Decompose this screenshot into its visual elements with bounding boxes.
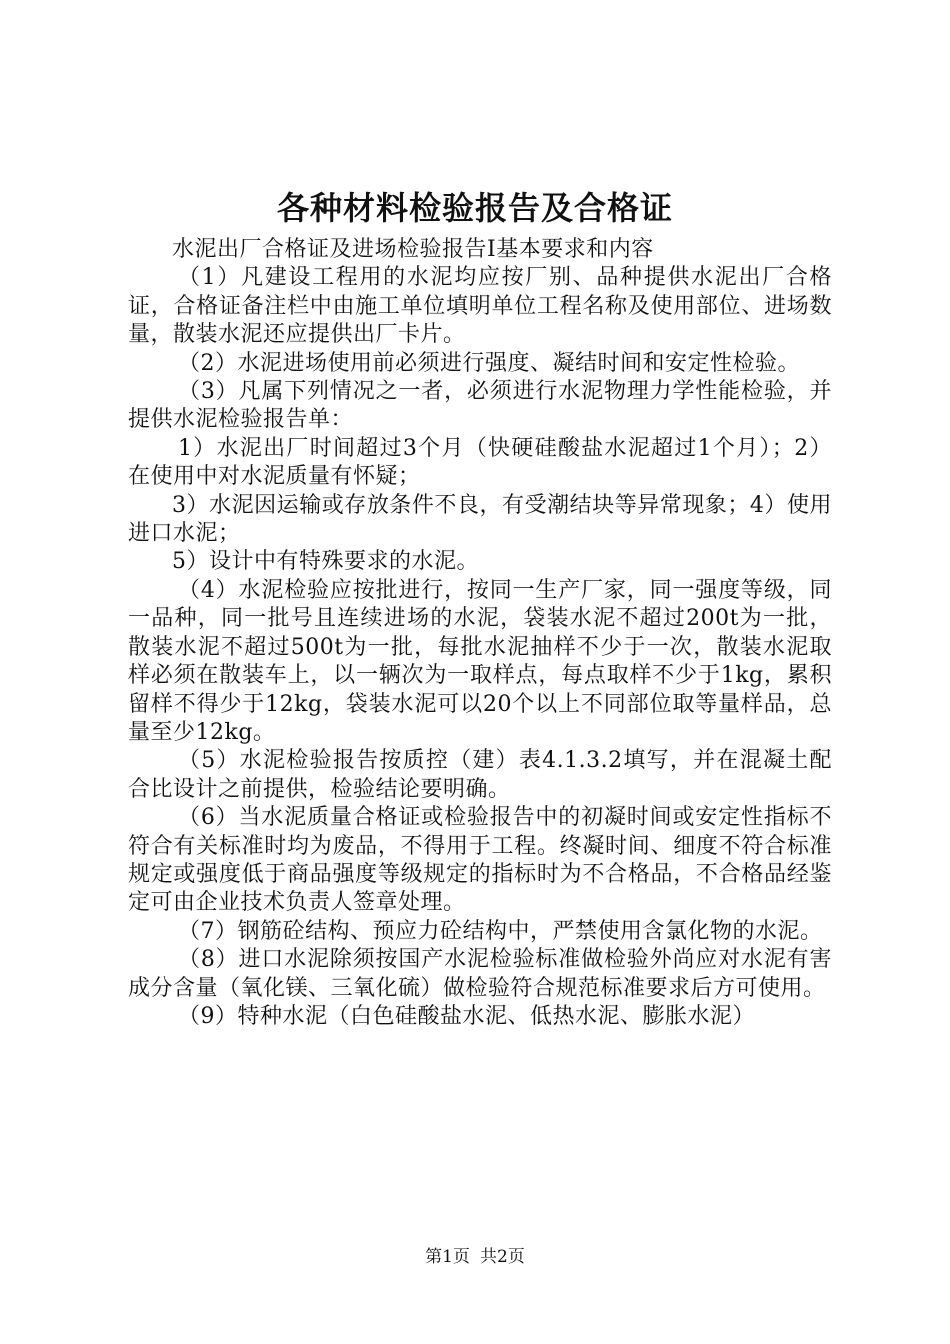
document-body (128, 236, 832, 1031)
page-title: 各种材料检验报告及合格证 (276, 189, 673, 227)
paragraph-item-5: （5）水泥检验报告按质控（建）表4.1.3.2填写，并在混凝土配合比设计之前提供，检验结论要明确。 (128, 748, 832, 802)
paragraph-subitem-1-2: 1）水泥出厂时间超过3个月（快硬硅酸盐水泥超过1个月）；2）在使用中对水泥质量有怀疑； (128, 435, 832, 490)
section-subtitle: 水泥出厂合格证及进场检验报告Ⅰ基本要求和内容 (172, 237, 654, 262)
paragraph-item-1: （1）凡建设工程用的水泥均应按厂别、品种提供水泥出厂合格证，合格证备注栏中由施工单位填明单位工程名称及使用部位、进场数量，散装水泥还应提供出厂卡片。 (128, 265, 832, 348)
page-footer (0, 1245, 950, 1269)
paragraph-item-2: （2）水泥进场使用前必须进行强度、凝结时间和安定性检验。 (178, 350, 800, 376)
paragraph-subitem-3-4: 3）水泥因运输或存放条件不良，有受潮结块等异常现象；4）使用进口水泥； (128, 492, 832, 547)
paragraph-subitem-5: 5）设计中有特殊要求的水泥。 (172, 549, 479, 575)
page-total: 共2页 (480, 1247, 525, 1267)
paragraph-item-4: （4）水泥检验应按批进行，按同一生产厂家，同一强度等级，同一品种，同一批号且连续进场的水泥，袋装水泥不超过200t为一批，散装水泥不超过500t为一批，每批水泥抽样不少于一次，散装水泥取样必须在散装车上，以一辆次为一取样点，每点取样不少于1kg，累积留样不得少于12kg，袋装水泥可以20个以上不同部位取等量样品，总量至少12kg。 (128, 577, 832, 745)
paragraph-item-9: （9）特种水泥（白色硅酸盐水泥、低热水泥、膨胀水泥） (178, 1003, 755, 1029)
page-number: 第1页 (425, 1247, 470, 1267)
paragraph-item-6: （6）当水泥质量合格证或检验报告中的初凝时间或安定性指标不符合有关标准时均为废品，不得用于工程。终凝时间、细度不符合标准规定或强度低于商品强度等级规定的指标时为不合格品，不合格品经鉴定可由企业技术负责人签章处理。 (128, 805, 832, 916)
paragraph-item-8: （8）进口水泥除须按国产水泥检验标准做检验外尚应对水泥有害成分含量（氧化镁、三氧化硫）做检验符合规范标准要求后方可使用。 (128, 947, 832, 1001)
paragraph-item-7: （7）钢筋砼结构、预应力砼结构中，严禁使用含氯化物的水泥。 (178, 918, 823, 944)
paragraph-item-3: （3）凡属下列情况之一者，必须进行水泥物理力学性能检验，并提供水泥检验报告单： (128, 379, 832, 433)
